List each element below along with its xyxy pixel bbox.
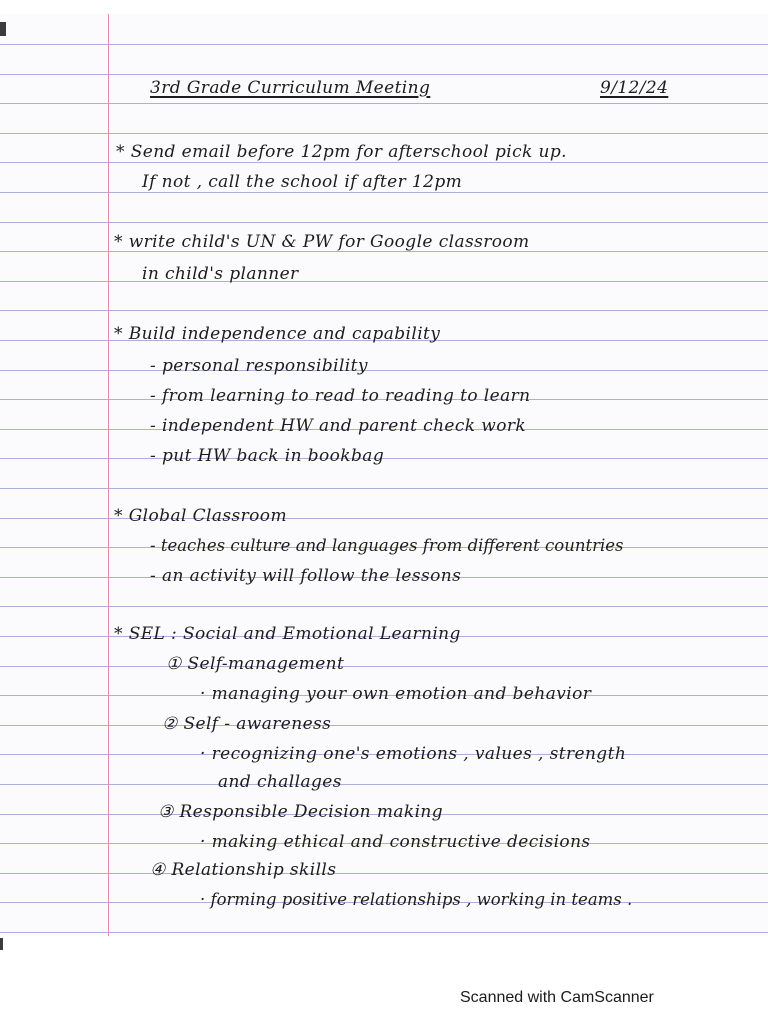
ruled-line bbox=[0, 873, 768, 874]
note-date: 9/12/24 bbox=[600, 78, 669, 98]
note-line: ① Self-management bbox=[166, 654, 345, 674]
note-line: If not , call the school if after 12pm bbox=[142, 172, 463, 192]
ruled-line bbox=[0, 44, 768, 45]
note-line: · making ethical and constructive decisions bbox=[200, 832, 591, 852]
ruled-line bbox=[0, 162, 768, 163]
note-line: - an activity will follow the lessons bbox=[150, 566, 462, 586]
ruled-line bbox=[0, 932, 768, 933]
note-line: and challages bbox=[218, 772, 342, 792]
ruled-line bbox=[0, 74, 768, 75]
scanner-watermark: Scanned with CamScanner bbox=[460, 989, 654, 1006]
ruled-line bbox=[0, 281, 768, 282]
ruled-line bbox=[0, 310, 768, 311]
note-line: in child's planner bbox=[142, 264, 299, 284]
note-line: - put HW back in bookbag bbox=[150, 446, 385, 466]
note-line: * Build independence and capability bbox=[114, 324, 441, 344]
note-line: * Global Classroom bbox=[114, 506, 287, 526]
note-line: - teaches culture and languages from different countries bbox=[150, 536, 624, 555]
note-line: · forming positive relationships , working in teams . bbox=[200, 890, 633, 909]
note-line: ④ Relationship skills bbox=[150, 860, 337, 880]
ruled-line bbox=[0, 488, 768, 489]
note-line: ② Self - awareness bbox=[162, 714, 332, 734]
note-line: * SEL : Social and Emotional Learning bbox=[114, 624, 461, 644]
note-line: - independent HW and parent check work bbox=[150, 416, 527, 436]
ruled-line bbox=[0, 222, 768, 223]
ruled-line bbox=[0, 192, 768, 193]
note-line: · recognizing one's emotions , values , strength bbox=[200, 744, 627, 764]
note-line: ③ Responsible Decision making bbox=[158, 802, 444, 822]
note-title: 3rd Grade Curriculum Meeting bbox=[150, 78, 431, 98]
note-line: - from learning to read to reading to learn bbox=[150, 386, 531, 406]
ruled-line bbox=[0, 784, 768, 785]
ruled-line bbox=[0, 666, 768, 667]
ruled-line bbox=[0, 370, 768, 371]
note-line: - personal responsibility bbox=[150, 356, 368, 376]
note-line: * Send email before 12pm for afterschool pick up. bbox=[116, 142, 567, 162]
ruled-line bbox=[0, 725, 768, 726]
ruled-line bbox=[0, 133, 768, 134]
notebook-page bbox=[0, 14, 768, 936]
note-line: * write child's UN & PW for Google classroom bbox=[114, 232, 530, 252]
binder-hole-mark bbox=[0, 22, 6, 36]
margin-line bbox=[108, 14, 109, 936]
ruled-line bbox=[0, 103, 768, 104]
ruled-line bbox=[0, 606, 768, 607]
note-line: · managing your own emotion and behavior bbox=[200, 684, 592, 704]
page-edge-mark bbox=[0, 938, 3, 950]
